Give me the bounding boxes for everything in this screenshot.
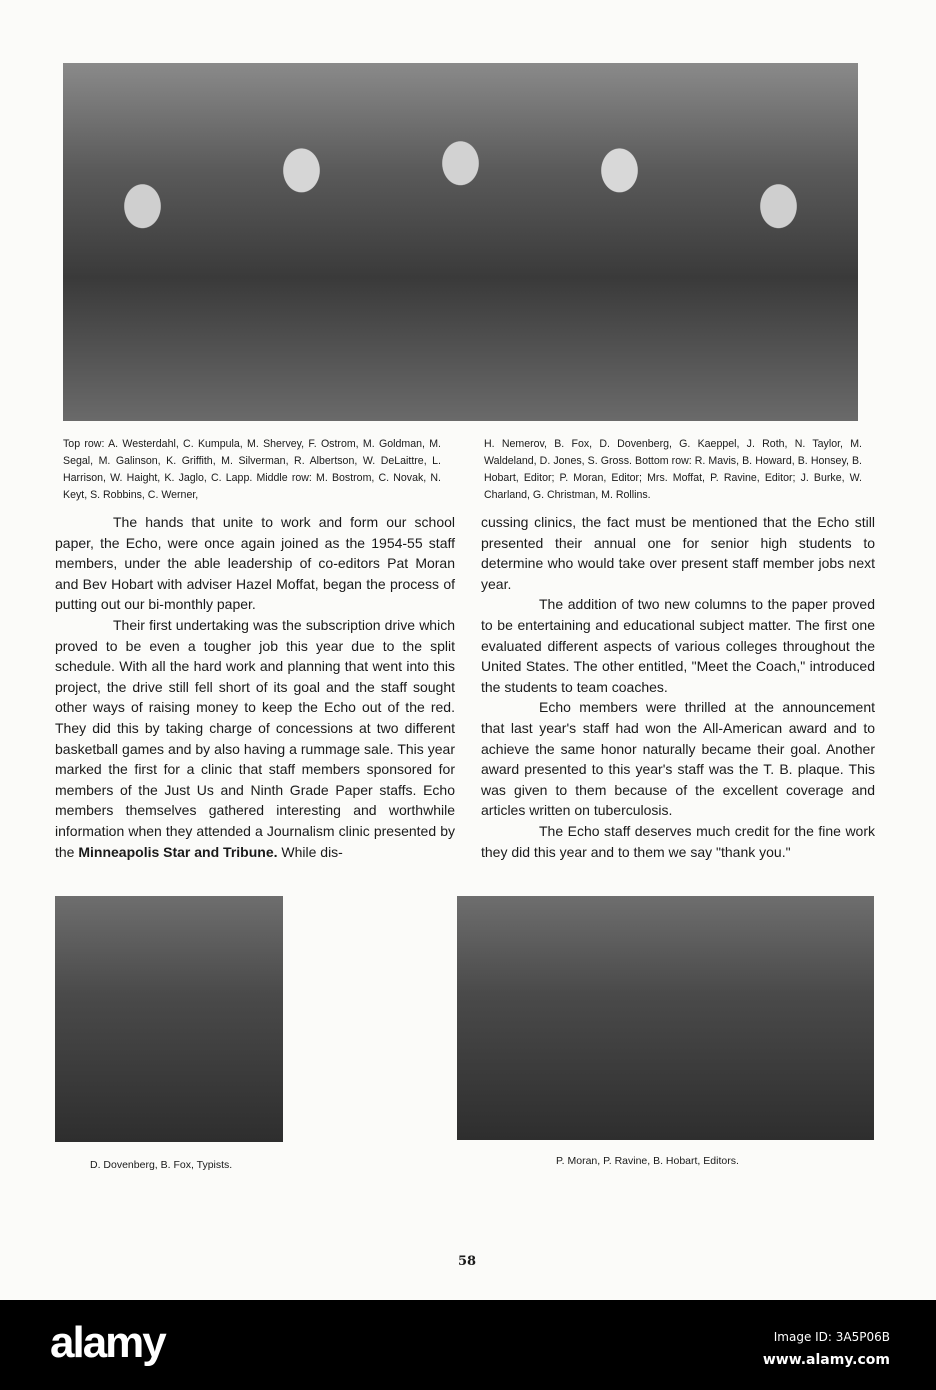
paragraph: cussing clinics, the fact must be mentioned that the Echo still presented their annual one for senior high students to determine who would take over present staff member jobs next year. xyxy=(481,514,875,592)
typists-caption: D. Dovenberg, B. Fox, Typists. xyxy=(90,1159,233,1171)
paragraph: The Echo staff deserves much credit for the fine work they did this year and to them we say "thank you." xyxy=(481,822,875,860)
watermark-bar xyxy=(0,1300,936,1390)
paragraph-text: Their first undertaking was the subscription drive which proved to be even a tougher job this year due to the split schedule. With all the hard work and planning that went into this project, the drive still fell short of its goal and the staff sought other ways of raising money to keep the Echo out of the red. They did this by taking charge of concessions at two different basketball games and by also having a rummage sale. This year marked the first for a clinic that staff members sponsored for members of the Just Us and Ninth Grade Paper staffs. Echo members themselves gathered interesting and worthwhile information when they attended a Journalism clinic presented by the xyxy=(55,616,455,860)
alamy-logo: alamy xyxy=(50,1318,165,1367)
body-column-left xyxy=(55,512,455,862)
paragraph: The hands that unite to work and form our school paper, the Echo, were once again joined as the 1954-55 staff members, under the able leadership of co-editors Pat Moran and Bev Hobart with adviser Hazel Moffat, began the process of putting out our bi-monthly paper. xyxy=(55,514,455,613)
editors-photo xyxy=(457,896,874,1140)
paragraph: Echo members were thrilled at the announcement that last year's staff had won the All-American award and to achieve the same honor naturally became their goal. Another award presented to this year's staff was the T. B. plaque. This was given to them because of the excellent coverage and articles written on tuberculosis. xyxy=(481,699,875,819)
page-number: 58 xyxy=(458,1254,477,1269)
bold-text: Minneapolis Star and Tribune. xyxy=(78,843,278,860)
paragraph: The addition of two new columns to the paper proved to be entertaining and educational subject matter. The first one evaluated different aspects of various colleges throughout the United States. The other entitled, "Meet the Coach," introduced the students to team coaches. xyxy=(481,596,875,695)
editors-caption: P. Moran, P. Ravine, B. Hobart, Editors. xyxy=(556,1155,739,1167)
watermark-url: www.alamy.com xyxy=(762,1352,890,1368)
typists-photo xyxy=(55,896,283,1142)
body-column-right xyxy=(481,512,875,862)
paragraph xyxy=(55,615,455,862)
paragraph-text: While dis- xyxy=(277,843,343,860)
group-caption-left: Top row: A. Westerdahl, C. Kumpula, M. Shervey, F. Ostrom, M. Goldman, M. Segal, M. Galinson, K. Griffith, M. Silverman, R. Albertson, W. DeLaittre, L. Harrison, W. Haight, K. Jaglo, C. Lapp. Middle row: M. Bostrom, C. Novak, N. Keyt, S. Robbins, C. Werner, xyxy=(63,438,441,501)
staff-group-photo xyxy=(63,63,858,421)
group-caption-right: H. Nemerov, B. Fox, D. Dovenberg, G. Kaeppel, J. Roth, N. Taylor, M. Waldeland, D. Jones, S. Gross. Bottom row: R. Mavis, B. Howard, B. Honsey, B. Hobart, Editor; P. Moran, Editor; Mrs. Moffat, P. Ravine, Editor; J. Burke, W. Charland, G. Christman, M. Rollins. xyxy=(484,438,862,501)
image-id: Image ID: 3A5P06B xyxy=(773,1330,890,1344)
